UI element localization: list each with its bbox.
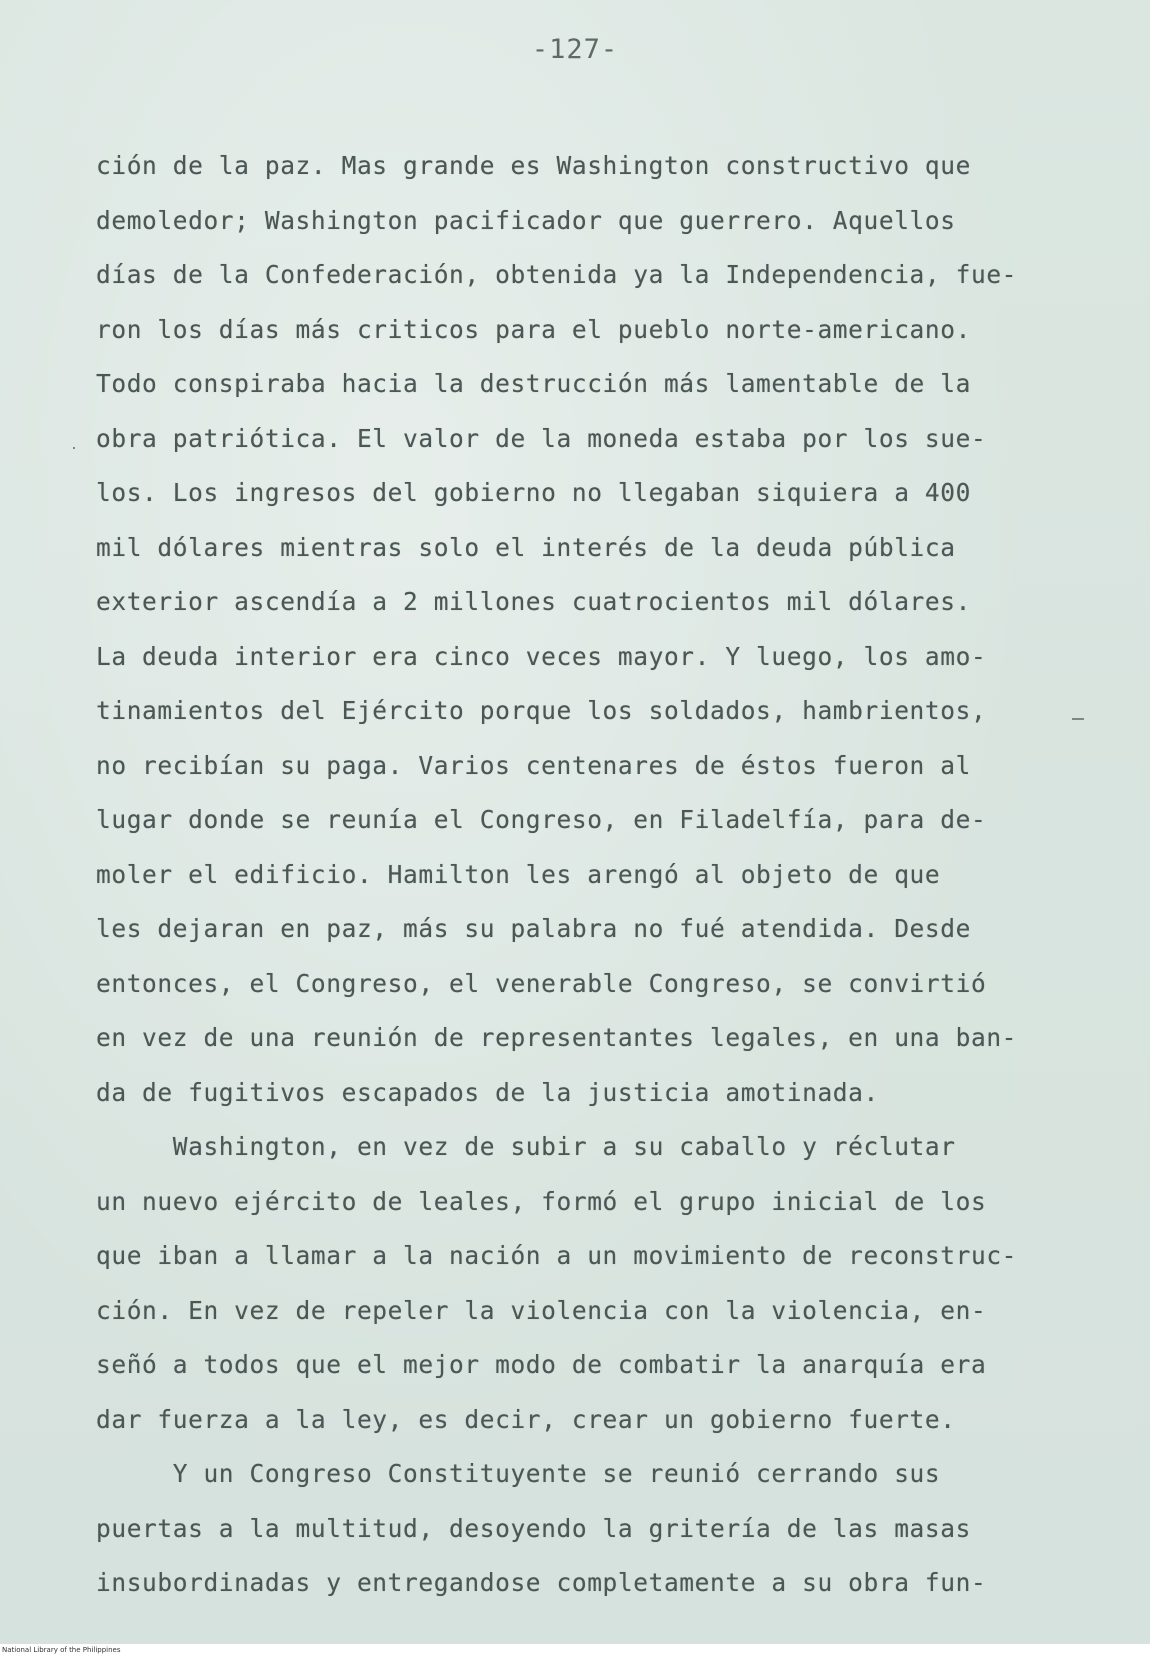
text-line: en vez de una reunión de representantes legales, en una ban- <box>96 1023 1018 1052</box>
page-number: -127- <box>531 34 619 65</box>
text-line: mil dólares mientras solo el interés de la deuda pública <box>96 532 956 562</box>
text-line: ción de la paz. Mas grande es Washington constructivo que <box>96 151 971 180</box>
text-line: demoledor; Washington pacificador que guerrero. Aquellos <box>96 205 956 235</box>
footer-bar <box>0 1644 1150 1658</box>
text-line: moler el edificio. Hamilton les arengó al objeto de que <box>96 859 941 889</box>
text-line: dar fuerza a la ley, es decir, crear un gobierno fuerte. <box>96 1404 956 1434</box>
text-line: no recibían su paga. Varios centenares de éstos fueron al <box>96 750 971 780</box>
text-line: lugar donde se reunía el Congreso, en Filadelfía, para de- <box>96 805 987 834</box>
text-line: ron los días más criticos para el pueblo norte-americano. <box>96 314 971 344</box>
text-line: les dejaran en paz, más su palabra no fué atendida. Desde <box>96 914 971 943</box>
text-line: insubordinadas y entregandose completamente a su obra fun- <box>96 1568 987 1597</box>
text-line: entonces, el Congreso, el venerable Congreso, se convirtió <box>96 968 987 998</box>
text-line: días de la Confederación, obtenida ya la Independencia, fue- <box>96 260 1018 289</box>
text-line: ción. En vez de repeler la violencia con la violencia, en- <box>96 1295 987 1325</box>
text-line: da de fugitivos escapados de la justicia amotinada. <box>96 1077 879 1107</box>
footer-credit: National Library of the Philippines <box>2 1646 121 1654</box>
paragraph-start-line: Y un Congreso Constituyente se reunió cerrando sus <box>96 1459 941 1488</box>
margin-dot <box>73 447 75 449</box>
text-line: un nuevo ejército de leales, formó el grupo inicial de los <box>96 1186 987 1216</box>
paragraph-start-line: Washington, en vez de subir a su caballo y réclutar <box>96 1132 956 1161</box>
text-line: tinamientos del Ejército porque los soldados, hambrientos, <box>96 696 987 725</box>
text-line: obra patriótica. El valor de la moneda estaba por los sue- <box>96 423 987 453</box>
text-line: La deuda interior era cinco veces mayor. Y luego, los amo- <box>96 641 987 671</box>
text-line: Todo conspiraba hacia la destrucción más lamentable de la <box>96 369 971 398</box>
text-line: puertas a la multitud, desoyendo la gritería de las masas <box>96 1513 971 1543</box>
body-text <box>96 139 1086 1611</box>
text-line: señó a todos que el mejor modo de combatir la anarquía era <box>96 1350 987 1379</box>
text-line: exterior ascendía a 2 millones cuatrocientos mil dólares. <box>96 587 971 616</box>
text-line: los. Los ingresos del gobierno no llegaban siquiera a 400 <box>96 478 971 507</box>
text-line: que iban a llamar a la nación a un movimiento de reconstruc- <box>96 1241 1018 1270</box>
